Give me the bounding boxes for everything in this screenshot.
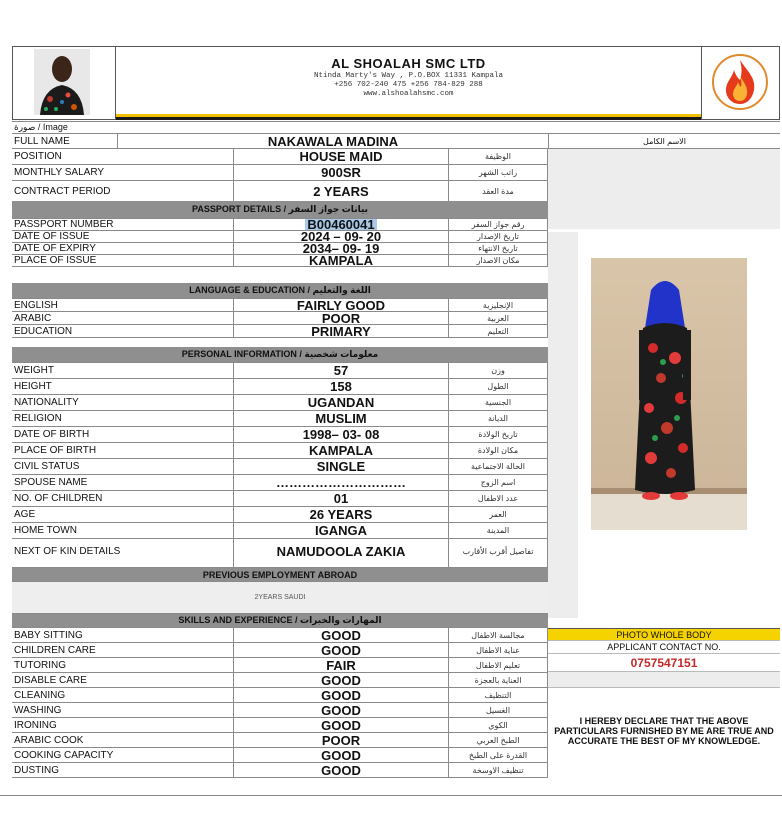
- header-stripe-black: [116, 117, 701, 120]
- company-address: Ntinda Marty's Way , P.O.BOX 11331 Kampala: [313, 72, 504, 80]
- section-personal: [12, 347, 548, 363]
- religion-arabic: الديانة: [449, 411, 548, 426]
- ironing-arabic: الكوي: [449, 718, 548, 732]
- section-previous: [12, 568, 548, 582]
- date-of-expiry-value: 2034– 09- 19: [234, 243, 449, 254]
- home-town-arabic: المدينة: [449, 523, 548, 538]
- english-arabic: الإنجليزية: [449, 299, 548, 311]
- nationality-arabic: الجنسية: [449, 395, 548, 410]
- date-of-issue-value: 2024 – 09- 20: [234, 231, 449, 242]
- date-of-issue-row: [12, 231, 548, 243]
- full-name-label: FULL NAME: [12, 134, 118, 148]
- full-name-value: NAKAWALA MADINA: [267, 134, 399, 148]
- date-of-birth-value: 1998– 03- 08: [234, 427, 449, 442]
- ironing-label: IRONING: [12, 718, 234, 732]
- education-value: PRIMARY: [234, 325, 449, 337]
- arabic-value: POOR: [234, 312, 449, 324]
- arabic-row: [12, 312, 548, 325]
- arabic-arabic: العربية: [449, 312, 548, 324]
- spouse-name-value: …………………………: [234, 475, 449, 490]
- children-care-row: [12, 643, 548, 658]
- age-value: 26 YEARS: [234, 507, 449, 522]
- date-of-expiry-arabic: تاريخ الانتهاء: [449, 243, 548, 254]
- disable-care-row: [12, 673, 548, 688]
- position-arabic: الوظيفة: [449, 149, 548, 164]
- weight-row: [12, 363, 548, 379]
- civil-status-arabic: الحالة الاجتماعية: [449, 459, 548, 474]
- height-value: 158: [234, 379, 449, 394]
- cooking-capacity-arabic: القدرة على الطبخ: [449, 748, 548, 762]
- age-label: AGE: [12, 507, 234, 522]
- contract-period-arabic: مدة العقد: [449, 181, 548, 202]
- baby-sitting-row: [12, 628, 548, 643]
- tutoring-row: [12, 658, 548, 673]
- religion-label: RELIGION: [12, 411, 234, 426]
- date-of-issue-arabic: تاريخ الإصدار: [449, 231, 548, 242]
- passport-number-value: [234, 219, 449, 230]
- cleaning-arabic: التنظيف: [449, 688, 548, 702]
- cleaning-label: CLEANING: [12, 688, 234, 702]
- ironing-row: [12, 718, 548, 733]
- arabic-cook-arabic: الطبخ العربي: [449, 733, 548, 747]
- cleaning-row: [12, 688, 548, 703]
- english-row: [12, 299, 548, 312]
- applicant-contact-label: APPLICANT CONTACT NO.: [548, 641, 780, 654]
- passport-number-label: PASSPORT NUMBER: [12, 219, 234, 230]
- place-of-issue-arabic: مكان الاصدار: [449, 255, 548, 266]
- tutoring-label: TUTORING: [12, 658, 234, 672]
- home-town-value: IGANGA: [234, 523, 449, 538]
- civil-status-row: [12, 459, 548, 475]
- arabic-cook-value: POOR: [234, 733, 449, 747]
- education-row: [12, 325, 548, 338]
- passport-photo: [34, 49, 90, 115]
- no-of-children-arabic: عدد الاطفال: [449, 491, 548, 506]
- passport-number-arabic: رقم جواز السفر: [449, 219, 548, 230]
- disable-care-arabic: العناية بالعجزة: [449, 673, 548, 687]
- position-row: [12, 149, 548, 165]
- baby-sitting-arabic: مجالسة الاطفال: [449, 628, 548, 642]
- photo-whole-body-label: PHOTO WHOLE BODY: [548, 628, 780, 641]
- no-of-children-label: NO. OF CHILDREN: [12, 491, 234, 506]
- passport-number-value-text: B00460041: [307, 219, 375, 230]
- place-of-issue-value: KAMPALA: [234, 255, 449, 266]
- place-of-issue-row: [12, 255, 548, 267]
- section-skills-text: SKILLS AND EXPERIENCE / المهارات والخبرات: [12, 614, 548, 627]
- monthly-salary-arabic: راتب الشهر: [449, 165, 548, 180]
- age-arabic: العمر: [449, 507, 548, 522]
- children-care-value: GOOD: [234, 643, 449, 657]
- image-label: صورة / Image: [14, 122, 68, 132]
- declaration-text: I HEREBY DECLARE THAT THE ABOVE PARTICULARS FURNISHED BY ME ARE TRUE AND ACCURATE THE BEST OF MY KNOWLEDGE.: [554, 716, 774, 746]
- place-of-birth-arabic: مكان الولادة: [449, 443, 548, 458]
- date-of-birth-arabic: تاريخ الولادة: [449, 427, 548, 442]
- section-passport: [12, 201, 548, 219]
- english-label: ENGLISH: [12, 299, 234, 311]
- ironing-value: GOOD: [234, 718, 449, 732]
- washing-row: [12, 703, 548, 718]
- right-top-blank: [548, 149, 780, 229]
- spouse-name-row: [12, 475, 548, 491]
- disable-care-value: GOOD: [234, 673, 449, 687]
- section-language: [12, 283, 548, 299]
- children-care-arabic: عناية الاطفال: [449, 643, 548, 657]
- place-of-birth-row: [12, 443, 548, 459]
- contract-period-label: CONTRACT PERIOD: [12, 181, 234, 202]
- tutoring-value: FAIR: [234, 658, 449, 672]
- cooking-capacity-value: GOOD: [234, 748, 449, 762]
- place-of-birth-label: PLACE OF BIRTH: [12, 443, 234, 458]
- cooking-capacity-row: [12, 748, 548, 763]
- dusting-row: [12, 763, 548, 778]
- place-of-birth-value: KAMPALA: [234, 443, 449, 458]
- full-name-arabic: الاسم الكامل: [548, 134, 780, 149]
- baby-sitting-label: BABY SITTING: [12, 628, 234, 642]
- header-photo-cell: [12, 46, 116, 120]
- nationality-row: [12, 395, 548, 411]
- arabic-label: ARABIC: [12, 312, 234, 324]
- weight-value: 57: [234, 363, 449, 378]
- height-arabic: الطول: [449, 379, 548, 394]
- baby-sitting-value: GOOD: [234, 628, 449, 642]
- monthly-salary-value: 900SR: [234, 165, 449, 180]
- children-care-label: CHILDREN CARE: [12, 643, 234, 657]
- position-value: HOUSE MAID: [234, 149, 449, 164]
- next-of-kin-row: [12, 535, 548, 568]
- no-of-children-row: [12, 491, 548, 507]
- weight-arabic: وزن: [449, 363, 548, 378]
- section-skills: [12, 614, 548, 628]
- contract-period-value: 2 YEARS: [234, 181, 449, 202]
- passport-number-row: [12, 219, 548, 231]
- cleaning-value: GOOD: [234, 688, 449, 702]
- nationality-label: NATIONALITY: [12, 395, 234, 410]
- date-of-expiry-label: DATE OF EXPIRY: [12, 243, 234, 254]
- religion-value: MUSLIM: [234, 411, 449, 426]
- company-name: AL SHOALAH SMC LTD: [331, 56, 486, 71]
- spouse-name-label: SPOUSE NAME: [12, 475, 234, 490]
- position-label: POSITION: [12, 149, 234, 164]
- washing-arabic: الغسيل: [449, 703, 548, 717]
- header-logo-cell: [701, 46, 780, 120]
- section-previous-text: PREVIOUS EMPLOYMENT ABROAD: [12, 568, 548, 581]
- image-label-row: [12, 122, 548, 134]
- no-of-children-value: 01: [234, 491, 449, 506]
- date-of-issue-label: DATE OF ISSUE: [12, 231, 234, 242]
- arabic-cook-row: [12, 733, 548, 748]
- previous-employment-value: 2YEARS SAUDI: [12, 582, 548, 613]
- home-town-label: HOME TOWN: [12, 523, 234, 538]
- tutoring-arabic: تعليم الاطفال: [449, 658, 548, 672]
- weight-label: WEIGHT: [12, 363, 234, 378]
- company-website: www.alshoalahsmc.com: [363, 90, 454, 98]
- right-gap: [548, 672, 780, 688]
- flame-logo-icon: [710, 52, 770, 112]
- next-of-kin-label: NEXT OF KIN DETAILS: [12, 535, 234, 567]
- full-body-photo: [591, 258, 747, 530]
- place-of-issue-label: PLACE OF ISSUE: [12, 255, 234, 266]
- section-passport-text: PASSPORT DETAILS / بيانات جواز السفر: [12, 201, 548, 218]
- page-bottom-line: [0, 795, 782, 796]
- height-label: HEIGHT: [12, 379, 234, 394]
- full-name-row: [12, 134, 548, 149]
- company-phones: +256 702-240 475 +256 784-829 288: [334, 81, 483, 89]
- date-of-expiry-row: [12, 243, 548, 255]
- washing-value: GOOD: [234, 703, 449, 717]
- arabic-cook-label: ARABIC COOK: [12, 733, 234, 747]
- religion-row: [12, 411, 548, 427]
- nationality-value: UGANDAN: [234, 395, 449, 410]
- dusting-label: DUSTING: [12, 763, 234, 777]
- disable-care-label: DISABLE CARE: [12, 673, 234, 687]
- previous-employment-row: [12, 582, 548, 614]
- height-row: [12, 379, 548, 395]
- section-language-text: LANGUAGE & EDUCATION / اللغة والتعليم: [12, 283, 548, 298]
- education-arabic: التعليم: [449, 325, 548, 337]
- next-of-kin-arabic: تفاصيل أقرب الأقارب: [449, 535, 548, 567]
- monthly-salary-label: MONTHLY SALARY: [12, 165, 234, 180]
- date-of-birth-label: DATE OF BIRTH: [12, 427, 234, 442]
- cooking-capacity-label: COOKING CAPACITY: [12, 748, 234, 762]
- spouse-name-arabic: اسم الزوج: [449, 475, 548, 490]
- applicant-contact-number: 0757547151: [548, 654, 780, 672]
- age-row: [12, 507, 548, 523]
- dusting-value: GOOD: [234, 763, 449, 777]
- dusting-arabic: تنظيف الاوسخة: [449, 763, 548, 777]
- civil-status-label: CIVIL STATUS: [12, 459, 234, 474]
- next-of-kin-value: NAMUDOOLA ZAKIA: [234, 535, 449, 567]
- education-label: EDUCATION: [12, 325, 234, 337]
- civil-status-value: SINGLE: [234, 459, 449, 474]
- date-of-birth-row: [12, 427, 548, 443]
- washing-label: WASHING: [12, 703, 234, 717]
- monthly-salary-row: [12, 165, 548, 181]
- english-value: FAIRLY GOOD: [234, 299, 449, 311]
- section-personal-text: PERSONAL INFORMATION / معلومات شخصية: [12, 347, 548, 362]
- contract-period-row: [12, 181, 548, 203]
- right-left-strip: [548, 232, 578, 618]
- image-label-right: [548, 122, 780, 134]
